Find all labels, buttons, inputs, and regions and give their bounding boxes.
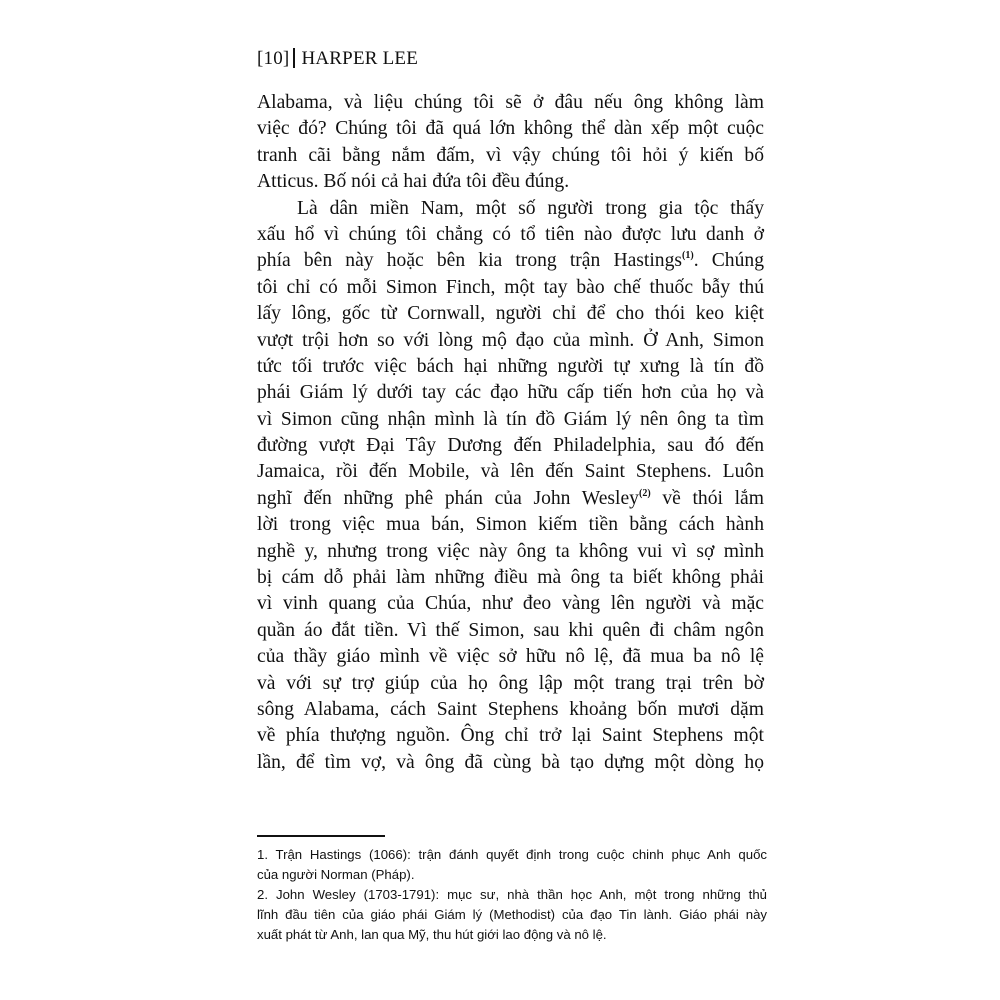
body-line: tức tối trước việc bách hại những người tự xưng là tín đồ xyxy=(257,355,764,377)
body-line: tôi chỉ có mỗi Simon Finch, một tay bào chế thuốc bẫy thú xyxy=(257,276,764,298)
footnote-line: 2. John Wesley (1703-1791): mục sư, nhà thần học Anh, một trong những thủ xyxy=(257,887,767,902)
body-line xyxy=(257,486,764,512)
body-line: xấu hổ vì chúng tôi chẳng có tổ tiên nào được lưu danh ở xyxy=(257,223,764,245)
body-line: lấy lông, gốc từ Cornwall, người chỉ để cho thói keo kiệt xyxy=(257,303,764,325)
line-text: nghĩ đến những phê phán của John Wesley xyxy=(257,487,639,509)
body-line: vì Simon cũng nhận mình là tín đồ Giám lý nên ông ta tìm xyxy=(257,408,764,430)
running-header xyxy=(257,48,418,70)
body-line: nghề y, nhưng trong việc này ông ta không vui vì sợ mình xyxy=(257,540,764,562)
body-line: sông Alabama, cách Saint Stephens khoảng bốn mươi dặm xyxy=(257,698,764,720)
body-line: việc đó? Chúng tôi đã quá lớn không thể dàn xếp một cuộc xyxy=(257,118,764,140)
footnote-marker: (2) xyxy=(638,487,651,499)
line-text: phía bên này hoặc bên kia trong trận Hastings xyxy=(257,250,683,272)
body-line: quần áo đắt tiền. Vì thế Simon, sau khi quên đi châm ngôn xyxy=(257,619,764,641)
body-line: vì vinh quang của Chúa, như đeo vàng lên người và mặc xyxy=(257,593,764,615)
footnote-line: của người Norman (Pháp). xyxy=(257,867,415,882)
line-text: về thói lắm xyxy=(650,487,764,509)
footnote-rule xyxy=(257,835,385,837)
body-line: bị cám dỗ phải làm những điều mà ông ta biết không phải xyxy=(257,567,764,589)
body-line: Jamaica, rồi đến Mobile, và lên đến Saint Stephens. Luôn xyxy=(257,461,764,483)
body-line: đường vượt Đại Tây Dương đến Philadelphia, sau đó đến xyxy=(257,435,764,457)
body-line: tranh cãi bằng nắm đấm, vì vậy chúng tôi hỏi ý kiến bố xyxy=(257,144,764,166)
author-name: HARPER LEE xyxy=(301,48,418,69)
body-line: và với sự trợ giúp của họ ông lập một trang trại trên bờ xyxy=(257,672,764,694)
footnote-line: xuất phát từ Anh, lan qua Mỹ, thu hút giới lao động và nô lệ. xyxy=(257,927,607,942)
body-text xyxy=(257,90,764,776)
body-line: vượt trội hơn so với lòng mộ đạo của mình. Ở Anh, Simon xyxy=(257,329,764,351)
footnote-line: 1. Trận Hastings (1066): trận đánh quyết định trong cuộc chinh phục Anh quốc xyxy=(257,847,767,862)
page-number: [10] xyxy=(257,48,290,69)
body-line: lần, để tìm vợ, và ông đã cùng bà tạo dựng một dòng họ xyxy=(257,751,764,773)
body-line: Là dân miền Nam, một số người trong gia tộc thấy xyxy=(297,197,764,219)
header-separator xyxy=(293,48,295,68)
body-line: của thầy giáo mình về việc sở hữu nô lệ, đã mua ba nô lệ xyxy=(257,646,764,668)
body-line: Alabama, và liệu chúng tôi sẽ ở đâu nếu ông không làm xyxy=(257,92,764,113)
line-text: . Chúng xyxy=(693,250,764,272)
body-line: Atticus. Bố nói cả hai đứa tôi đều đúng. xyxy=(257,171,570,193)
footnotes xyxy=(257,845,767,945)
body-line: phái Giám lý dưới tay các đạo hữu cấp tiến hơn của họ và xyxy=(257,382,764,404)
body-line xyxy=(257,248,764,274)
footnote-marker: (1) xyxy=(682,250,694,262)
body-line: lời trong việc mua bán, Simon kiếm tiền bằng cách hành xyxy=(257,514,764,536)
footnote-line: lĩnh đầu tiên của giáo phái Giám lý (Methodist) của đạo Tin lành. Giáo phái này xyxy=(257,907,767,922)
body-line: về phía thượng nguồn. Ông chỉ trở lại Saint Stephens một xyxy=(257,725,764,747)
